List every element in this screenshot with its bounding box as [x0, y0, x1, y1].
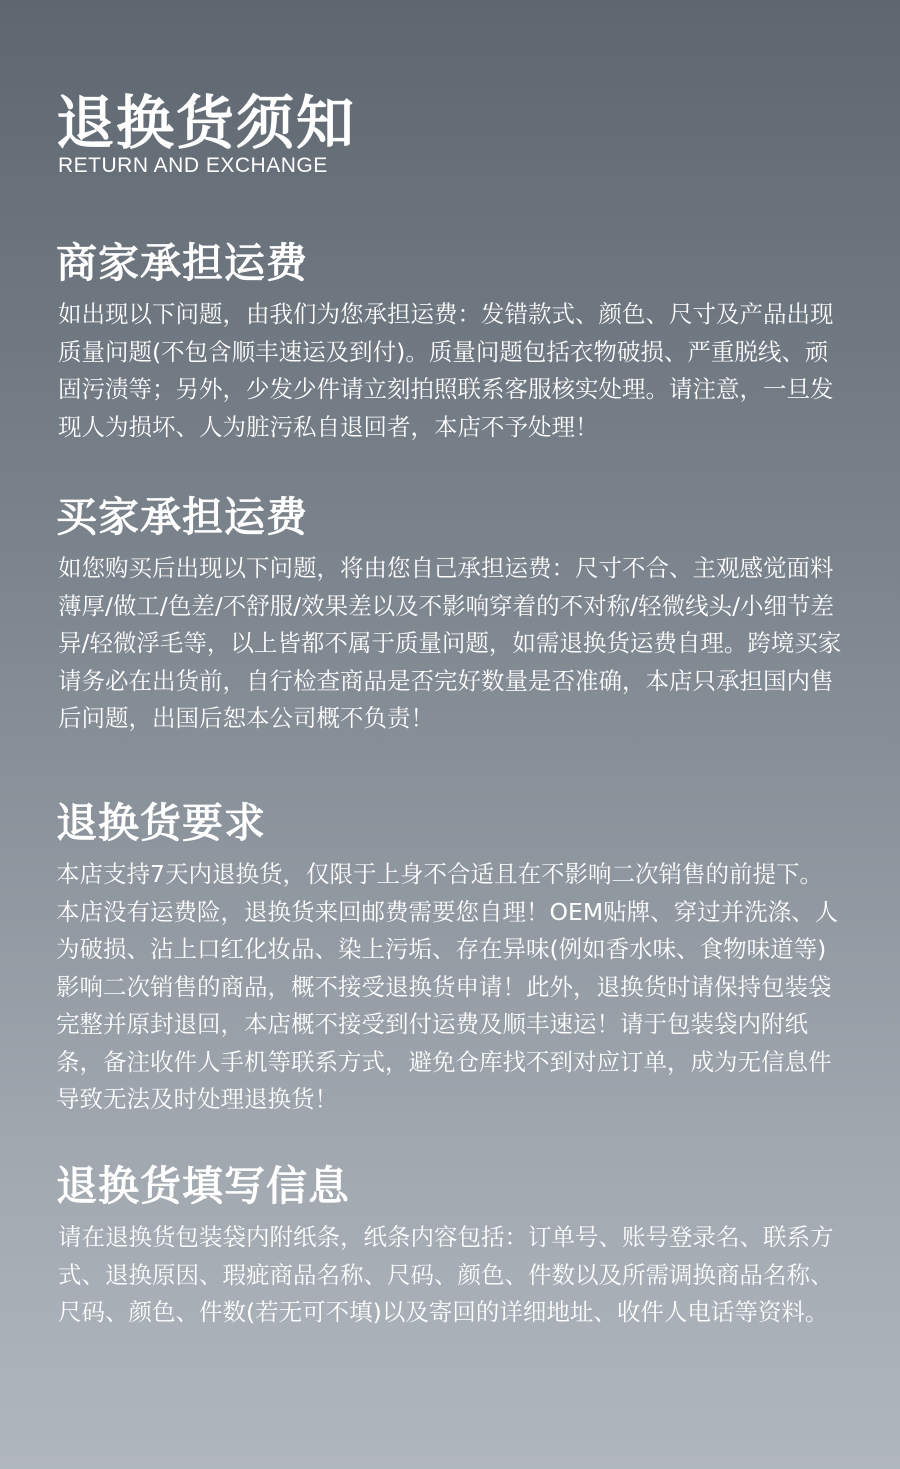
- section-body: 如您购买后出现以下问题，将由您自己承担运费：尺寸不合、主观感觉面料薄厚/做工/色差/不舒服/效果差以及不影响穿着的不对称/轻微线头/小细节差异/轻微浮毛等，以上皆都不属于质量问题，如需退换货运费自理。跨境买家请务必在出货前，自行检查商品是否完好数量是否准确，本店只承担国内售后问题，出国后恕本公司概不负责！: [58, 554, 842, 732]
- section-heading: 退换货要求: [56, 799, 266, 847]
- section-body: 本店支持7天内退换货，仅限于上身不合适且在不影响二次销售的前提下。本店没有运费险，退换货来回邮费需要您自理！OEM贴牌、穿过并洗涤、人为破损、沾上口红化妆品、染上污垢、存在异味(例如香水味、食物味道等)影响二次销售的商品，概不接受退换货申请！此外，退换货时请保持包装袋完整并原封退回，本店概不接受到付运费及顺丰速运！请于包装袋内附纸条，备注收件人手机等联系方式，避免仓库找不到对应订单，成为无信息件导致无法及时处理退换货！: [56, 860, 839, 1113]
- page-subtitle: RETURN AND EXCHANGE: [58, 154, 328, 177]
- section-return-info: [56, 1161, 846, 1332]
- section-heading: 商家承担运费: [56, 239, 308, 287]
- section-buyer-shipping: [56, 492, 846, 738]
- section-heading: 退换货填写信息: [56, 1162, 350, 1210]
- page-title: 退换货须知: [56, 89, 357, 157]
- section-merchant-shipping: [56, 238, 846, 446]
- section-heading: 买家承担运费: [56, 493, 308, 541]
- section-return-requirements: [56, 798, 846, 1119]
- section-body: 如出现以下问题，由我们为您承担运费：发错款式、颜色、尺寸及产品出现质量问题(不包含顺丰速运及到付)。质量问题包括衣物破损、严重脱线、顽固污渍等；另外，少发少件请立刻拍照联系客服核实处理。请注意，一旦发现人为损坏、人为脏污私自退回者，本店不予处理！: [58, 300, 834, 441]
- section-body: 请在退换货包装袋内附纸条，纸条内容包括：订单号、账号登录名、联系方式、退换原因、瑕疵商品名称、尺码、颜色、件数以及所需调换商品名称、尺码、颜色、件数(若无可不填)以及寄回的详细地址、收件人电话等资料。: [58, 1223, 834, 1326]
